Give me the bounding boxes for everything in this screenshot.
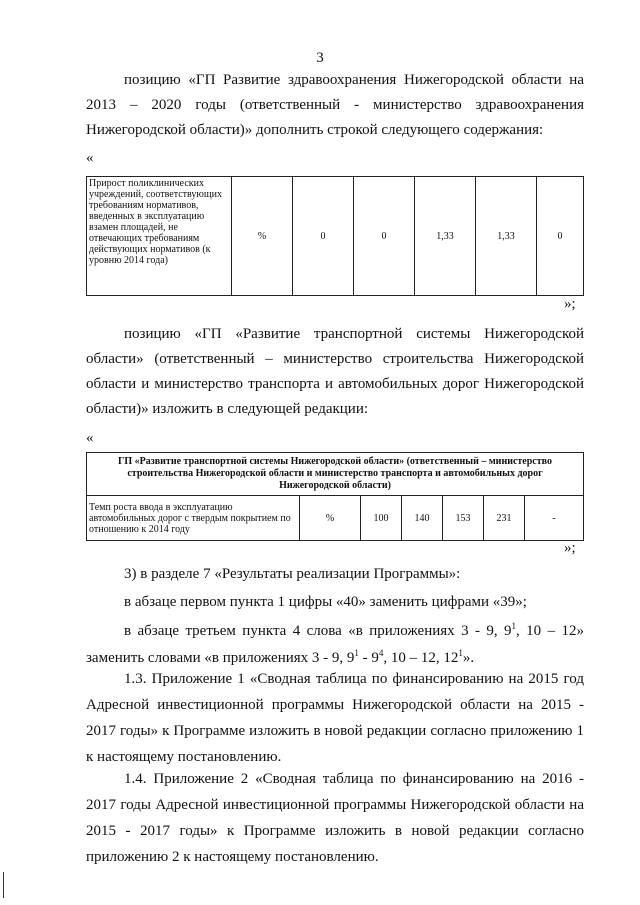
- paragraph-item-4: в абзаце третьем пункта 4 слова «в приложениях 3 - 9, $9^1$, 10 – 12» заменить словами «в приложениях 3 - 9, $9^1 - 9^4$, 10 – 12, $12^1$».: [86, 621, 584, 666]
- page-number: 3: [316, 50, 324, 66]
- program-header: ГП «Развитие транспортной системы Нижегородской области» (ответственный – министерство строительства Нижегородской области и министерство транспорта и автомобильных дорог Нижегородской области): [87, 453, 584, 496]
- paragraph-item-1: в абзаце первом пункта 1 цифры «40» заменить цифрами «39»;: [124, 594, 527, 610]
- indicator-value: 100: [361, 496, 402, 541]
- table-row: [87, 496, 584, 541]
- indicator-value: 231: [484, 496, 525, 541]
- indicator-value: 0: [354, 177, 415, 296]
- paragraph-appendix-2: 1.4. Приложение 2 «Сводная таблица по финансированию на 2016 - 2017 годы Адресной инвестиционной программы Нижегородской области на 2015 - 2017 годы» к Программе изложить в новой редакции согласно приложению 2 к настоящему постановлению.: [86, 771, 584, 865]
- close-quote-2: »;: [564, 540, 576, 556]
- transport-indicator-table: [86, 452, 584, 541]
- close-quote-1: »;: [564, 296, 576, 312]
- paragraph-section-7: 3) в разделе 7 «Результаты реализации Программы»:: [124, 566, 461, 582]
- open-quote-2: «: [86, 430, 94, 446]
- indicator-unit: %: [300, 496, 361, 541]
- indicator-value: 1,33: [476, 177, 537, 296]
- scan-margin-mark: [3, 872, 4, 898]
- indicator-value: 153: [443, 496, 484, 541]
- indicator-value: 1,33: [415, 177, 476, 296]
- table-header-row: [87, 453, 584, 496]
- paragraph-health-position: позицию «ГП Развитие здравоохранения Нижегородской области на 2013 – 2020 годы (ответственный - министерство здравоохранения Нижегородской области)» дополнить строкой следующего содержания:: [86, 72, 584, 138]
- indicator-value: 0: [537, 177, 584, 296]
- indicator-label: Прирост поликлинических учреждений, соответствующих требованиям нормативов, введенных в эксплуатацию взамен площадей, не отвечающих требованиям действующих нормативов (к уровню 2014 года): [87, 177, 232, 296]
- paragraph-transport-position: позицию «ГП «Развитие транспортной системы Нижегородской области» (ответственный – министерство строительства Нижегородской области и министерство транспорта и автомобильных дорог Нижегородской области)» изложить в следующей редакции:: [86, 326, 584, 417]
- indicator-value: 0: [293, 177, 354, 296]
- indicator-value: -: [525, 496, 584, 541]
- table-row: [87, 177, 584, 296]
- indicator-label: Темп роста ввода в эксплуатацию автомобильных дорог с твердым покрытием по отношению к 2014 году: [87, 496, 300, 541]
- paragraph-appendix-1: 1.3. Приложение 1 «Сводная таблица по финансированию на 2015 год Адресной инвестиционной программы Нижегородской области на 2015 - 2017 годы» к Программе изложить в новой редакции согласно приложению 1 к настоящему постановлению.: [86, 671, 584, 765]
- health-indicator-table: [86, 176, 584, 296]
- indicator-value: 140: [402, 496, 443, 541]
- indicator-unit: %: [232, 177, 293, 296]
- open-quote-1: «: [86, 150, 94, 166]
